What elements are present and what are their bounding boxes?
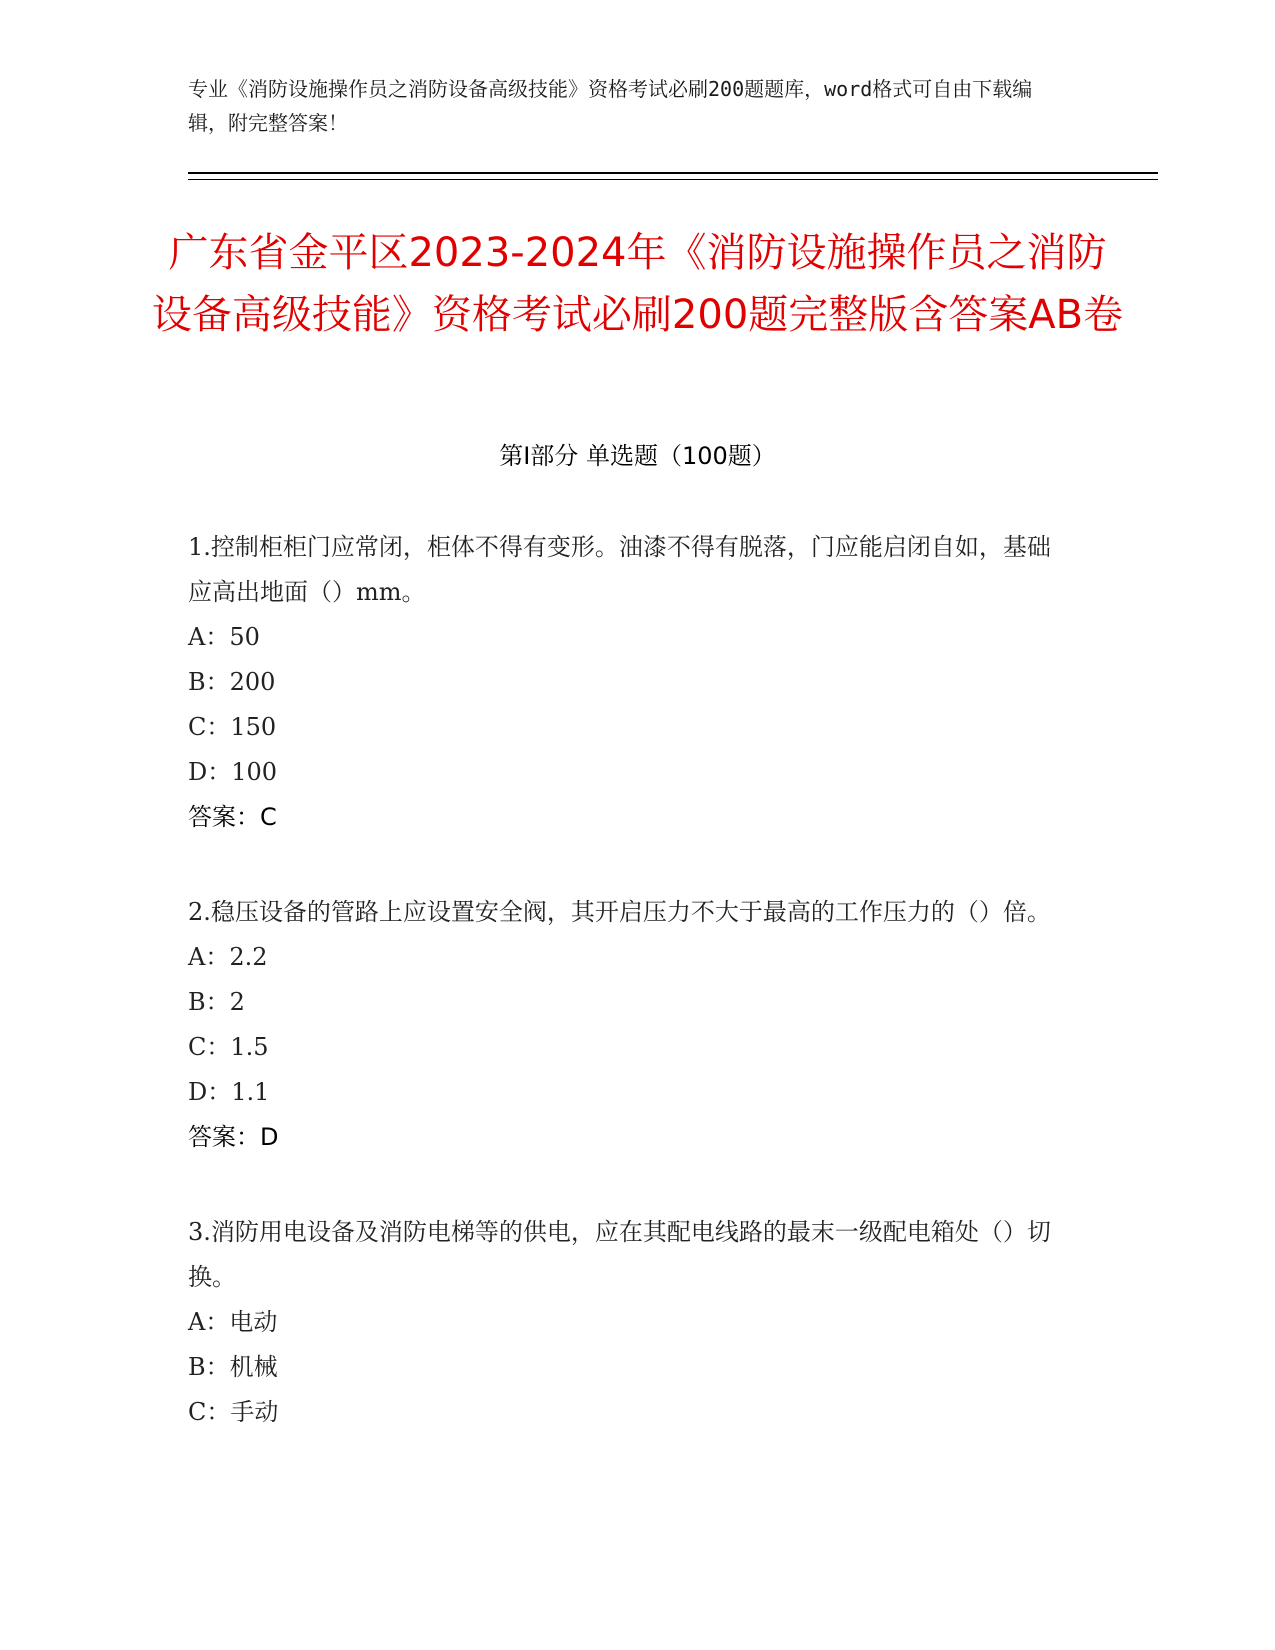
- option-c: C：1.5: [188, 1033, 269, 1061]
- option-list: [188, 1300, 1068, 1435]
- question-text: 3.消防用电设备及消防电梯等的供电，应在其配电线路的最末一级配电箱处（）切换。: [188, 1218, 1051, 1291]
- question-text: 1.控制柜柜门应常闭，柜体不得有变形。油漆不得有脱落，门应能启闭自如，基础应高出地面（）mm。: [188, 533, 1051, 606]
- answer-line: 答案：C: [188, 803, 277, 831]
- option-b: B：机械: [188, 1353, 278, 1381]
- question-item: [188, 890, 1068, 1160]
- header-note: 专业《消防设施操作员之消防设备高级技能》资格考试必刷200题题库，word格式可自由下载编辑，附完整答案！: [188, 77, 1033, 135]
- question-item: [188, 1210, 1068, 1435]
- option-d: D：100: [188, 758, 278, 786]
- header-divider: [188, 172, 1158, 174]
- option-c: C：手动: [188, 1398, 279, 1426]
- option-d: D：1.1: [188, 1078, 270, 1106]
- question-list: [188, 525, 1068, 1485]
- option-c: C：150: [188, 713, 277, 741]
- option-b: B：2: [188, 988, 245, 1016]
- header-divider-thin: [188, 179, 1158, 180]
- option-a: A：2.2: [188, 943, 268, 971]
- option-list: [188, 935, 1068, 1115]
- option-a: A：50: [188, 623, 260, 651]
- question-item: [188, 525, 1068, 840]
- question-text: 2.稳压设备的管路上应设置安全阀，其开启压力不大于最高的工作压力的（）倍。: [188, 898, 1051, 926]
- section-heading: 第Ⅰ部分 单选题（100题）: [499, 442, 776, 470]
- answer-line: 答案：D: [188, 1123, 279, 1151]
- option-list: [188, 615, 1068, 795]
- option-a: A：电动: [188, 1308, 278, 1336]
- document-title: 广东省金平区2023-2024年《消防设施操作员之消防设备高级技能》资格考试必刷200题完整版含答案AB卷: [151, 230, 1124, 338]
- option-b: B：200: [188, 668, 276, 696]
